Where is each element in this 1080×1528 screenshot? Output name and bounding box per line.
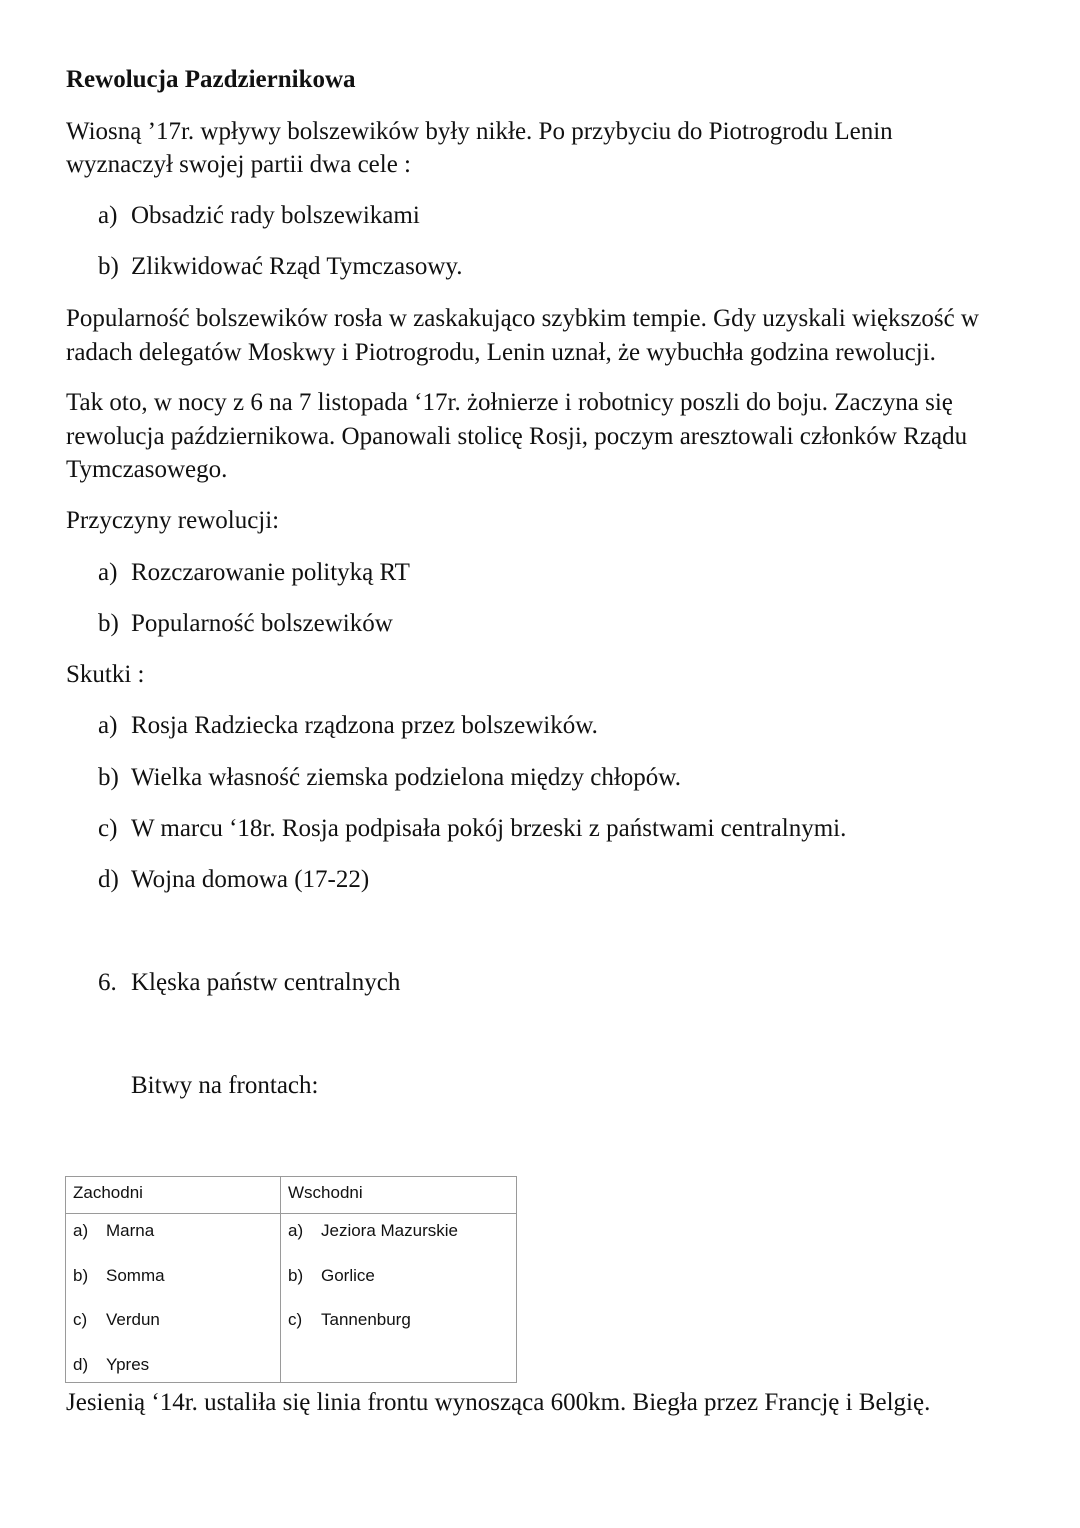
intro-line-2: wyznaczył swojej partii dwa cele : (66, 151, 411, 178)
effect-item (98, 709, 598, 743)
effect-item (98, 812, 846, 846)
section-title: Klęska państw centralnych (131, 969, 401, 996)
table-row (66, 1214, 517, 1383)
battle-name: Verdun (106, 1310, 160, 1329)
list-marker: c) (73, 1310, 88, 1329)
section-heading-6 (98, 966, 400, 1000)
goal-item (98, 250, 463, 284)
list-marker: d) (73, 1354, 89, 1374)
revolution-line-1: Tak oto, w nocy z 6 na 7 listopada ‘17r. żołnierze i robotnicy poszli do boju. Zaczyna się (66, 389, 953, 416)
eastern-front-cell (281, 1214, 517, 1383)
list-marker: b) (98, 253, 119, 280)
list-marker: b) (98, 610, 119, 637)
revolution-line-3: Tymczasowego. (66, 456, 228, 483)
goal-item (98, 199, 420, 233)
list-marker: a) (98, 559, 118, 586)
list-item (288, 1259, 509, 1304)
list-marker: a) (98, 202, 118, 229)
list-text: Wojna domowa (17-22) (131, 866, 370, 893)
section-number: 6. (98, 969, 117, 996)
causes-heading: Przyczyny rewolucji: (66, 507, 280, 534)
battle-name: Somma (106, 1265, 165, 1285)
revolution-line-2: rewolucja październikowa. Opanowali stolicę Rosji, poczym aresztowali członków Rządu (66, 423, 968, 450)
list-item (288, 1303, 509, 1348)
list-item (288, 1214, 509, 1259)
list-marker: c) (288, 1310, 303, 1329)
cause-item (98, 556, 410, 590)
list-marker: b) (98, 764, 119, 791)
closing-paragraph: Jesienią ‘14r. ustaliła się linia frontu wynosząca 600km. Biegła przez Francję i Belgię. (66, 1389, 931, 1416)
list-text: Rosja Radziecka rządzona przez bolszewików. (131, 712, 598, 739)
list-marker: c) (98, 815, 118, 842)
fronts-table (65, 1176, 517, 1383)
column-header-eastern: Wschodni (281, 1177, 517, 1214)
intro-line-1: Wiosną ’17r. wpływy bolszewików były nikłe. Po przybyciu do Piotrogrodu Lenin (66, 118, 893, 145)
page-title: Rewolucja Pazdziernikowa (66, 66, 356, 93)
effect-item (98, 761, 681, 795)
column-header-western: Zachodni (66, 1177, 281, 1214)
list-marker: a) (98, 712, 118, 739)
list-marker: a) (288, 1221, 304, 1240)
table-header-row (66, 1177, 517, 1214)
list-marker: b) (73, 1265, 89, 1285)
popularity-line-1: Popularność bolszewików rosła w zaskakująco szybkim tempie. Gdy uzyskali większość w (66, 305, 979, 332)
battle-name: Jeziora Mazurskie (321, 1221, 458, 1240)
list-text: Popularność bolszewików (131, 610, 393, 637)
battle-name: Ypres (106, 1354, 150, 1374)
list-text: Obsadzić rady bolszewikami (131, 202, 420, 229)
list-marker: d) (98, 866, 119, 893)
battles-heading: Bitwy na frontach: (131, 1072, 319, 1099)
popularity-line-2: radach delegatów Moskwy i Piotrogrodu, Lenin uznał, że wybuchła godzina rewolucji. (66, 339, 936, 366)
battle-name: Marna (106, 1221, 155, 1240)
cause-item (98, 607, 393, 641)
battle-name: Tannenburg (321, 1310, 411, 1329)
list-item (73, 1214, 273, 1259)
list-item (73, 1259, 273, 1304)
western-front-cell (66, 1214, 281, 1383)
list-item (73, 1303, 273, 1348)
list-marker: a) (73, 1221, 89, 1240)
list-text: Rozczarowanie polityką RT (131, 559, 410, 586)
effects-heading: Skutki : (66, 661, 145, 688)
list-text: Zlikwidować Rząd Tymczasowy. (131, 253, 463, 280)
list-text: W marcu ‘18r. Rosja podpisała pokój brzeski z państwami centralnymi. (131, 815, 847, 842)
list-marker: b) (288, 1265, 304, 1285)
list-text: Wielka własność ziemska podzielona między chłopów. (131, 764, 681, 791)
effect-item (98, 863, 369, 897)
battle-name: Gorlice (321, 1265, 375, 1285)
list-item (73, 1348, 273, 1382)
